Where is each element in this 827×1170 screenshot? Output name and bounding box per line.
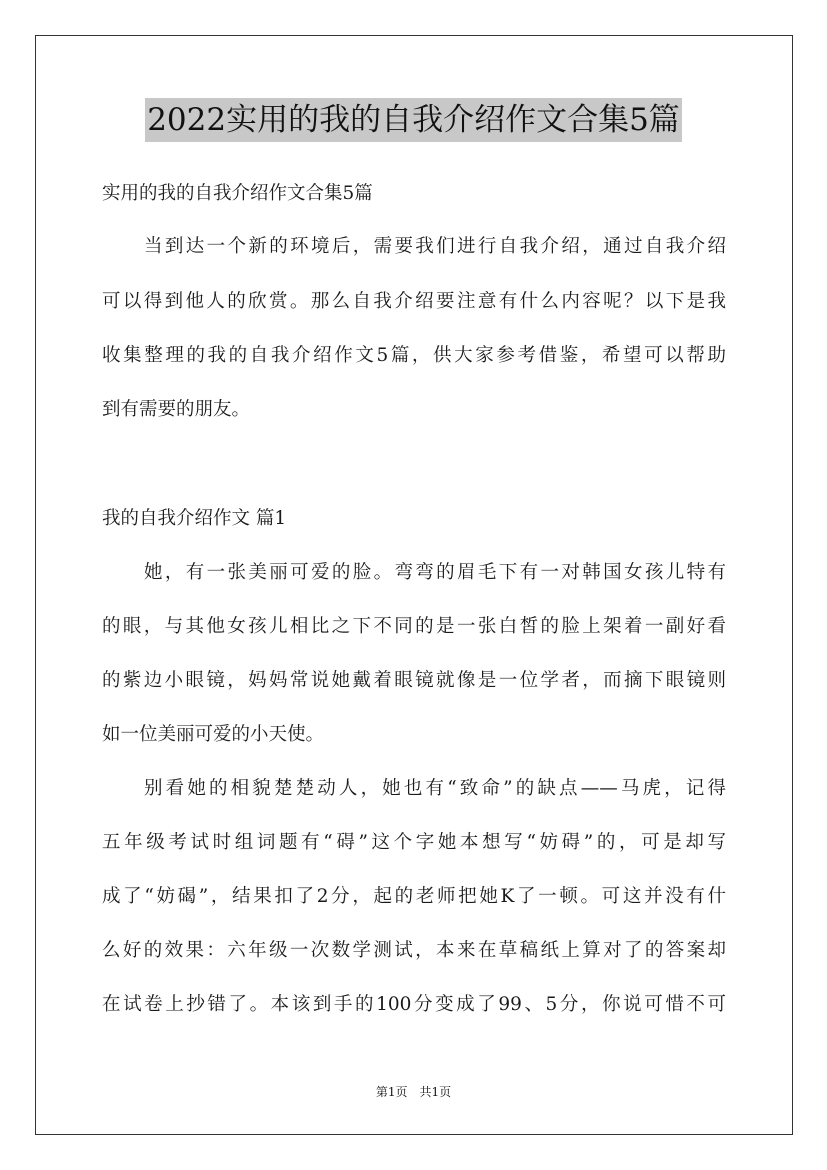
paragraph-line: 如一位美丽可爱的小天使。 [102, 724, 325, 745]
paragraph-line: 她，有一张美丽可爱的脸。弯弯的眉毛下有一对韩国女孩儿特有 [144, 562, 726, 583]
section-heading: 我的自我介绍作文 篇1 [102, 508, 287, 529]
page-footer [0, 1084, 827, 1100]
paragraph-line: 在试卷上抄错了。本该到手的100分变成了99、5分，你说可惜不可 [102, 994, 726, 1015]
page-total: 共1页 [419, 1085, 452, 1099]
document-title: 2022实用的我的自我介绍作文合集5篇 [145, 98, 682, 142]
page-number: 第1页 [375, 1085, 408, 1099]
intro-line: 收集整理的我的自我介绍作文5篇，供大家参考借鉴，希望可以帮助 [102, 345, 726, 366]
paragraph-line: 别看她的相貌楚楚动人，她也有“致命”的缺点——马虎，记得 [144, 778, 726, 799]
document-subtitle: 实用的我的自我介绍作文合集5篇 [102, 183, 373, 204]
paragraph-line: 么好的效果：六年级一次数学测试，本来在草稿纸上算对了的答案却 [102, 940, 726, 961]
title-container [0, 98, 827, 142]
paragraph-line: 五年级考试时组词题有“碍”这个字她本想写“妨碍”的，可是却写 [102, 832, 726, 853]
intro-line: 可以得到他人的欣赏。那么自我介绍要注意有什么内容呢？以下是我 [102, 291, 726, 312]
paragraph-line: 的紫边小眼镜，妈妈常说她戴着眼镜就像是一位学者，而摘下眼镜则 [102, 670, 726, 691]
intro-line: 到有需要的朋友。 [102, 399, 251, 420]
intro-line: 当到达一个新的环境后，需要我们进行自我介绍，通过自我介绍 [144, 236, 726, 257]
paragraph-line: 成了“妨碣”，结果扣了2分，起的老师把她K了一顿。可这并没有什 [102, 886, 726, 907]
paragraph-line: 的眼，与其他女孩儿相比之下不同的是一张白皙的脸上架着一副好看 [102, 616, 726, 637]
